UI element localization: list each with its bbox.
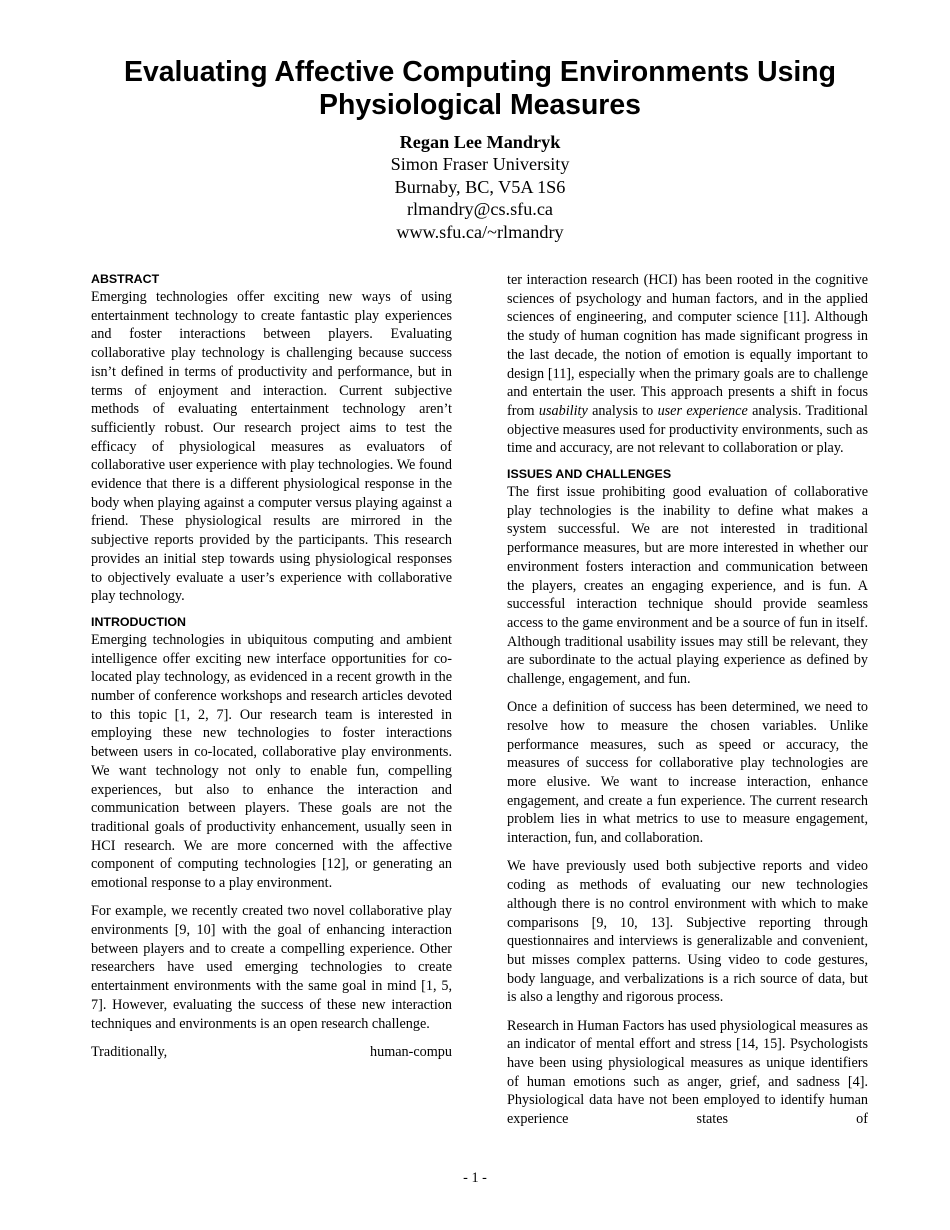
paper-title — [90, 56, 870, 122]
left-column — [91, 271, 452, 1061]
right-column — [507, 271, 868, 1129]
page-number: - 1 - — [463, 1170, 487, 1186]
intro-p3-emphasis-usability: usability — [538, 402, 588, 419]
title-line-2: Physiological Measures — [319, 89, 641, 121]
issues-paragraph-1: The first issue prohibiting good evaluation of collaborative play technologies is the inability to define what makes a system successful. We are not interested in traditional performance measures, but are more interested in whether our environment fosters interaction and communication between the players, creates an engaging experience, and is fun. A successful interaction technique should provide seamless access to the game environment and be a source of fun in itself. Although traditional usability issues may still be relevant, they are subordinate to the actual playing experience as defined by challenge, engagement, and fun. — [507, 484, 868, 688]
author-block — [90, 131, 870, 243]
title-line-1: Evaluating Affective Computing Environments Using — [124, 56, 836, 88]
issues-paragraph-4: Research in Human Factors has used physiological measures as an indicator of mental effort and stress [14, 15]. Psychologists have been using physiological measures as unique identifiers of human emotions such as anger, grief, and sadness [4]. Physiological data have not been employed to identify human experience states of — [507, 1017, 868, 1128]
intro-p3-emphasis-user-experience: user experience — [657, 402, 748, 419]
introduction-heading: INTRODUCTION — [91, 614, 186, 629]
intro-p3-text-c: analysis. Traditional objective measures used for productivity environments, such as time and accuracy, are not relevant to collaboration or play. — [507, 402, 868, 457]
introduction-paragraph-1: Emerging technologies in ubiquitous computing and ambient intelligence offer exciting new interface opportunities for co-located play technology, as evidenced in a recent growth in the number of conference workshops and research articles devoted to this topic [1, 2, 7]. Our research team is interested in employing these new technologies to foster interactions between users in co-located, collaborative play environments. We want technology not only to enable fun, compelling experiences, but also to enhance the interaction and communication between players. These goals are not the traditional goals of productivity enhancement, usually seen in HCI research. We are more concerned with the affective component of computing technologies [12], or generating an emotional response to a play environment. — [91, 631, 452, 892]
author-affiliation: Simon Fraser University — [390, 154, 570, 175]
issues-heading: ISSUES AND CHALLENGES — [507, 467, 672, 482]
introduction-paragraph-3-continued — [507, 271, 868, 458]
issues-paragraph-3: We have previously used both subjective reports and video coding as methods of evaluating our new technologies although there is no control environment with which to make comparisons [9, 10, 13]. Subjective reporting through questionnaires and interviews is generalizable and convenient, but misses complex patterns. Using video to code gestures, body language, and verbalizations is a rich source of data, but is also a lengthy and rigorous process. — [507, 858, 868, 1006]
author-website[interactable]: www.sfu.ca/~rlmandry — [396, 221, 564, 242]
author-name: Regan Lee Mandryk — [399, 132, 561, 152]
abstract-heading: ABSTRACT — [91, 272, 160, 286]
intro-p3-text-b: analysis to — [587, 402, 658, 419]
introduction-paragraph-3: Traditionally, human-compu — [91, 1043, 452, 1060]
abstract-text: Emerging technologies offer exciting new ways of using entertainment technology to create fantastic play experiences and foster interactions between players. Evaluating collaborative play technology is challenging because success isn’t defined in terms of productivity and performance, but in terms of enjoyment and interaction. Current subjective methods of evaluating entertainment technology aren’t sufficiently robust. Our research project aims to test the efficacy of physiological measures as evaluators of collaborative user experience with play technologies. We found evidence that there is a different physiological response in the body when playing against a computer versus playing against a friend. These physiological results are mirrored in the subjective reports provided by the participants. This research provides an initial step towards using physiological responses to objectively evaluate a user’s experience with collaborative play technology. — [91, 289, 452, 605]
intro-p3-text-a: ter interaction research (HCI) has been rooted in the cognitive sciences of psychology and human factors, and in the applied sciences of engineering, and computer science [11]. Although the study of human cognition has made significant progress in the last decade, the notion of emotion is equally important to design [11], especially when the primary goals are to challenge and entertain the user. This approach presents a shift in focus from — [507, 272, 868, 419]
author-location: Burnaby, BC, V5A 1S6 — [394, 176, 566, 197]
issues-paragraph-2: Once a definition of success has been determined, we need to resolve how to measure the chosen variables. Unlike performance measures, such as speed or accuracy, the measures of success for collaborative play technologies are more elusive. We want to increase interaction, enhance engagement, and create a fun experience. The current research problem lies in what metrics to use to measure engagement, interaction, fun, and collaboration. — [507, 699, 868, 847]
introduction-paragraph-2: For example, we recently created two novel collaborative play environments [9, 10] with the goal of enhancing interaction between players and to create a compelling experience. Other researchers have used emerging technologies to create entertainment environments with the same goal in mind [1, 5, 7]. However, evaluating the success of these new interaction techniques and environments is an open research challenge. — [91, 903, 452, 1032]
author-email[interactable]: rlmandry@cs.sfu.ca — [406, 199, 554, 220]
